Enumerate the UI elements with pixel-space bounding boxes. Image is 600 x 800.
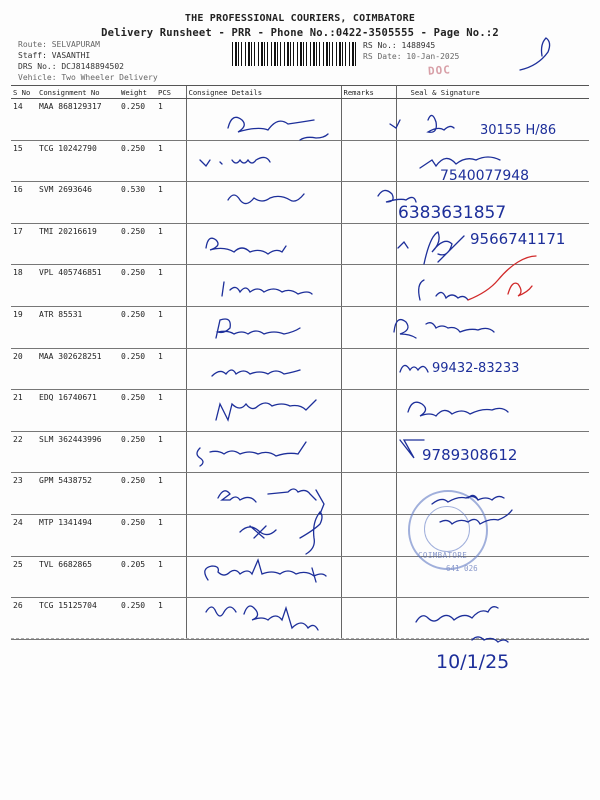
cell-weight: 0.250 <box>119 306 156 348</box>
cell-sno: 24 <box>11 514 37 556</box>
cell-pcs: 1 <box>156 473 186 515</box>
cell-weight: 0.250 <box>119 265 156 307</box>
table-row <box>11 348 589 390</box>
table-row <box>11 473 589 515</box>
cell-sno: 20 <box>11 348 37 390</box>
cell-consignee <box>186 348 341 390</box>
corner-scribble <box>520 38 550 70</box>
cell-weight: 0.530 <box>119 182 156 224</box>
cell-sno: 26 <box>11 598 37 640</box>
cell-pcs: 1 <box>156 306 186 348</box>
cell-sno: 21 <box>11 390 37 432</box>
cell-signature <box>396 306 589 348</box>
cell-remarks <box>341 598 396 640</box>
cell-consignee <box>186 99 341 141</box>
sig-number-16: 6383631857 <box>398 203 507 223</box>
cell-pcs: 1 <box>156 556 186 598</box>
col-signature: Seal & Signature <box>396 86 589 99</box>
cell-consignee <box>186 265 341 307</box>
cell-consignment: EDQ 16740671 <box>37 390 119 432</box>
cell-remarks <box>341 514 396 556</box>
cell-remarks <box>341 473 396 515</box>
cell-pcs: 1 <box>156 182 186 224</box>
cell-sno: 17 <box>11 223 37 265</box>
cell-remarks <box>341 99 396 141</box>
sig-number-22: 9789308612 <box>422 446 518 464</box>
col-weight: Weight <box>119 86 156 99</box>
cell-sno: 16 <box>11 182 37 224</box>
cell-consignment: SVM 2693646 <box>37 182 119 224</box>
cell-signature <box>396 223 589 265</box>
cell-pcs: 1 <box>156 514 186 556</box>
rs-date: RS Date: 10-Jan-2025 <box>363 52 460 61</box>
cell-consignment: SLM 362443996 <box>37 431 119 473</box>
cell-consignee <box>186 140 341 182</box>
cell-pcs: 1 <box>156 140 186 182</box>
cell-consignee <box>186 431 341 473</box>
cell-consignee <box>186 223 341 265</box>
cell-consignment: MAA 302628251 <box>37 348 119 390</box>
cell-weight: 0.250 <box>119 598 156 640</box>
cell-pcs: 1 <box>156 390 186 432</box>
vehicle-label: Vehicle: Two Wheeler Delivery <box>18 73 158 82</box>
cell-consignment: TMI 20216619 <box>37 223 119 265</box>
cell-pcs: 1 <box>156 99 186 141</box>
cell-consignee <box>186 598 341 640</box>
cell-signature <box>396 99 589 141</box>
cell-remarks <box>341 140 396 182</box>
cell-pcs: 1 <box>156 223 186 265</box>
cell-remarks <box>341 306 396 348</box>
cell-weight: 0.250 <box>119 348 156 390</box>
col-remarks: Remarks <box>341 86 396 99</box>
seal-inner-ring <box>424 506 470 552</box>
cell-sno: 18 <box>11 265 37 307</box>
sig-number-17: 9566741171 <box>470 230 566 248</box>
cell-weight: 0.250 <box>119 431 156 473</box>
cell-consignee <box>186 182 341 224</box>
cell-pcs: 1 <box>156 598 186 640</box>
table-row <box>11 431 589 473</box>
cell-remarks <box>341 265 396 307</box>
drs-number: DRS No.: DCJ8148894502 <box>18 62 124 71</box>
cell-consignee <box>186 306 341 348</box>
cell-sno: 25 <box>11 556 37 598</box>
seal-city: COIMBATORE <box>418 551 468 560</box>
seal-pin: 641 026 <box>446 564 478 573</box>
table-end-line <box>11 638 589 639</box>
cell-signature <box>396 140 589 182</box>
runsheet-title: Delivery Runsheet - PRR - Phone No.:0422-3505555 - Page No.:2 <box>101 27 499 39</box>
cell-remarks <box>341 390 396 432</box>
cell-signature <box>396 390 589 432</box>
table-header-row <box>11 86 589 99</box>
route-label: Route: SELVAPURAM <box>18 40 100 49</box>
cell-weight: 0.205 <box>119 556 156 598</box>
table-row <box>11 556 589 598</box>
cell-signature <box>396 265 589 307</box>
col-pcs: PCS <box>156 86 186 99</box>
table-row <box>11 598 589 640</box>
table-row <box>11 306 589 348</box>
cell-weight: 0.250 <box>119 473 156 515</box>
cell-consignment: MAA 868129317 <box>37 99 119 141</box>
cell-remarks <box>341 182 396 224</box>
col-consignee: Consignee Details <box>186 86 341 99</box>
cell-sno: 23 <box>11 473 37 515</box>
cell-signature <box>396 431 589 473</box>
cell-weight: 0.250 <box>119 223 156 265</box>
sig-number-20: 99432-83233 <box>432 361 520 376</box>
col-consignment: Consignment No <box>37 86 119 99</box>
cell-weight: 0.250 <box>119 514 156 556</box>
cell-consignee <box>186 514 341 556</box>
doc-stamp-mark: DOC <box>427 63 452 78</box>
cell-pcs: 1 <box>156 348 186 390</box>
cell-consignment: TCG 15125704 <box>37 598 119 640</box>
table-row <box>11 390 589 432</box>
rs-number: RS No.: 1488945 <box>363 41 436 50</box>
runsheet-table <box>11 85 589 640</box>
company-seal <box>408 490 488 573</box>
cell-remarks <box>341 556 396 598</box>
cell-consignment: TVL 6682865 <box>37 556 119 598</box>
staff-label: Staff: VASANTHI <box>18 51 91 60</box>
cell-consignee <box>186 473 341 515</box>
cell-pcs: 1 <box>156 265 186 307</box>
table-row <box>11 140 589 182</box>
cell-consignment: GPM 5438752 <box>37 473 119 515</box>
company-title: THE PROFESSIONAL COURIERS, COIMBATORE <box>184 13 416 24</box>
barcode <box>232 42 356 66</box>
cell-signature <box>396 348 589 390</box>
table-row <box>11 514 589 556</box>
cell-sno: 14 <box>11 99 37 141</box>
cell-remarks <box>341 348 396 390</box>
table-row <box>11 265 589 307</box>
cell-sno: 19 <box>11 306 37 348</box>
cell-weight: 0.250 <box>119 140 156 182</box>
footer-date: 10/1/25 <box>436 651 510 673</box>
cell-weight: 0.250 <box>119 99 156 141</box>
cell-consignee <box>186 556 341 598</box>
cell-consignment: ATR 85531 <box>37 306 119 348</box>
col-sno: S No <box>11 86 37 99</box>
cell-sno: 15 <box>11 140 37 182</box>
cell-remarks <box>341 431 396 473</box>
table-row <box>11 182 589 224</box>
cell-signature <box>396 182 589 224</box>
sig-number-14: 30155 H/86 <box>480 123 557 138</box>
cell-weight: 0.250 <box>119 390 156 432</box>
table-row <box>11 99 589 141</box>
cell-consignment: VPL 405746851 <box>37 265 119 307</box>
cell-sno: 22 <box>11 431 37 473</box>
sig-number-15: 7540077948 <box>440 168 530 184</box>
table-row <box>11 223 589 265</box>
cell-remarks <box>341 223 396 265</box>
cell-consignment: MTP 1341494 <box>37 514 119 556</box>
cell-consignee <box>186 390 341 432</box>
cell-pcs: 1 <box>156 431 186 473</box>
cell-consignment: TCG 10242790 <box>37 140 119 182</box>
cell-signature <box>396 598 589 640</box>
